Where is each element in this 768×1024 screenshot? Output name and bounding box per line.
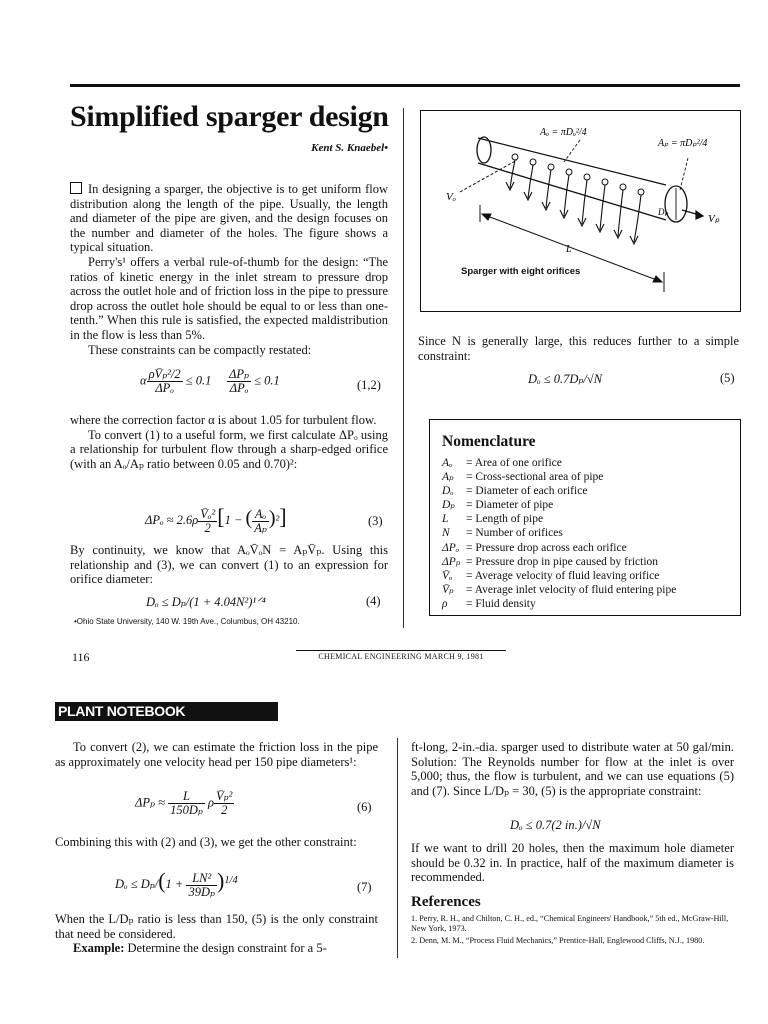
nomenclature-row: Dₚ = Diameter of pipe [442,499,554,512]
plant-notebook-banner: PLANT NOTEBOOK [55,702,278,721]
equation-5: Dₒ ≤ 0.7Dₚ/√N [528,372,603,386]
column-divider-lower [397,738,398,958]
para-5: To convert (1) to a useful form, we first calculate ΔPₒ using a relationship for turbulent flow through a sharp-edged orifice (with an Aₒ/Aₚ ratio between 0.05 and 0.70)²: [70,427,388,471]
notebook-col1-top [55,740,378,769]
para-2: Perry's¹ offers a verbal rule-of-thumb for the design: “The ratios of kinetic energy in the inlet stream to pressure drop across the outlet hole and of friction loss in the pipe to pressure drop across the outlet hole should be equal to or less than one-tenth.” When this rule is satisfied, the expected maldistribution in the flow is less than 5%. [70,254,388,342]
equation-3-number: (3) [368,514,383,528]
label-vp: Vₚ [708,213,720,225]
equation-4: Dₒ ≤ Dₚ/(1 + 4.04N²)¹ᐟ⁴ [146,595,266,609]
references-title: References [411,894,481,910]
notebook-para-2: Combining this with (2) and (3), we get the other constraint: [55,835,357,849]
outflow-arrows [506,160,641,244]
right-para: Since N is generally large, this reduces further to a simple constraint: [418,334,739,363]
nomenclature-title: Nomenclature [442,433,536,450]
para-6: By continuity, we know that AₒV̄ₒN = AₚV̄ₚ. Using this relationship and (3), we can convert (1) to an expression for orifice diameter: [70,543,388,587]
right-column-text [418,334,739,363]
nomenclature-row: V̄ₒ = Average velocity of fluid leaving orifice [442,569,660,582]
pipe-body [477,137,687,222]
label-l: L [566,244,572,255]
nomenclature-list [442,456,676,611]
length-dimension [480,205,664,292]
reference-item: 2. Denn, M. M., “Process Fluid Mechanics,” Prentice-Hall, Englewood Cliffs, N.J., 1980. [411,936,705,946]
top-rule [70,84,740,87]
section-box-icon [70,182,82,194]
notebook-para-1: To convert (2), we can estimate the friction loss in the pipe as approximately one velocity head per 150 pipe diameters¹: [55,740,378,769]
notebook-col1-mid [55,835,378,850]
para-4: where the correction factor α is about 1.05 for turbulent flow. [70,413,377,427]
equation-1-2: α $\frac{\text{ρV̄ₚ²/2}}{\text{ΔPₒ}}$ ≤ 0.1 $\frac{\text{ΔPₚ}}{\text{ΔPₒ}}$ ≤ 0.1 [140,367,280,395]
equation-7: Dₒ ≤ Dₚ/(1 + $\frac{\text{LN²}}{\text{39Dₚ}}$ )$^{1/4}$ [115,868,238,899]
equation-example: Dₒ ≤ 0.7(2 in.)/√N [510,818,601,832]
label-vo: Vₒ [446,191,456,203]
equation-3: ΔPₒ ≈ 2.6ρ $\frac{\text{V̄ₒ²}}{2}$ [1 − ( $\frac{\text{Aₒ}}{\text{Aₚ}}$ )²] [145,504,287,535]
notebook-col1-bottom [55,912,378,956]
nomenclature-row: Aₒ = Area of one orifice [442,457,562,469]
nomenclature-row: V̄ₚ = Average inlet velocity of fluid entering pipe [442,583,677,596]
equation-6: ΔPₚ ≈ $\frac{L}{\text{150Dₚ}}$ ρ $\frac{\text{V̄ₚ²}}{2}$ [135,789,233,817]
equation-4-number: (4) [366,594,381,608]
equation-5-number: (5) [720,371,735,385]
equation-6-number: (6) [357,800,372,814]
article-body-mid [70,413,388,471]
notebook-para-4: Determine the design constraint for a 5- [127,941,327,956]
notebook-col2-para-1: ft-long, 2-in.-dia. sparger used to distribute water at 50 gal/min. Solution: The Reynolds number for flow at the inlet is over 5,000; thus, the flow is turbulent, and we can use equations (5) and (7). Since L/Dₚ = 30, (5) is the appropriate constraint: [411,740,734,798]
article-body-intro [70,182,388,357]
nomenclature-row: Dₒ = Diameter of each orifice [442,485,588,498]
figure-caption: Sparger with eight orifices [461,266,581,277]
label-ao: Aₒ = πDₒ²/4 [540,127,587,138]
ap-leader [680,158,688,190]
notebook-col2-para-2: If we want to drill 20 holes, then the maximum hole diameter should be 0.32 in. In practice, half of the maximum diameter is recommended. [411,841,734,885]
article-title: Simplified sparger design [70,100,389,133]
nomenclature-row: L = Length of pipe [442,513,544,526]
equation-7-number: (7) [357,880,372,894]
journal-footer: CHEMICAL ENGINEERING MARCH 9, 1981 [296,650,506,661]
author-footnote: •Ohio State University, 140 W. 19th Ave., Columbus, OH 43210. [74,617,300,626]
label-dp: Dₚ [658,207,669,217]
nomenclature-row: ΔPₒ = Pressure drop across each orifice [442,541,627,554]
page-number: 116 [72,650,90,664]
ao-leader [564,140,580,162]
nomenclature-row: ρ = Fluid density [442,597,536,610]
nomenclature-row: Aₚ = Cross-sectional area of pipe [442,471,604,484]
nomenclature-row: N = Number of orifices [442,527,563,540]
notebook-col2-top [411,740,734,798]
notebook-col2-mid [411,841,734,885]
sparger-diagram [420,110,740,310]
equation-1-2-number: (1,2) [357,378,381,392]
example-label: Example: [73,941,125,956]
label-ap: Aₚ = πDₚ²/4 [658,138,708,149]
reference-item: 1. Perry, R. H., and Chilton, C. H., ed., “Chemical Engineers' Handbook,” 5th ed., McGraw-Hill, New York, 1973. [411,914,729,933]
column-divider [403,108,404,628]
nomenclature-row: ΔPₚ = Pressure drop in pipe caused by friction [442,555,659,568]
references-list [411,914,736,946]
para-3: These constraints can be compactly restated: [88,342,312,357]
notebook-para-3: When the L/Dₚ ratio is less than 150, (5) is the only constraint that need be considered. [55,912,378,941]
article-body-continuity [70,543,388,587]
article-author: Kent S. Knaebel• [311,142,388,154]
para-1: In designing a sparger, the objective is to get uniform flow distribution along the length of the pipe. Usually, the length and diameter of the pipe are given, and the design focuses on the number and diameter of the holes. The figure shows a typical situation. [70,182,388,255]
